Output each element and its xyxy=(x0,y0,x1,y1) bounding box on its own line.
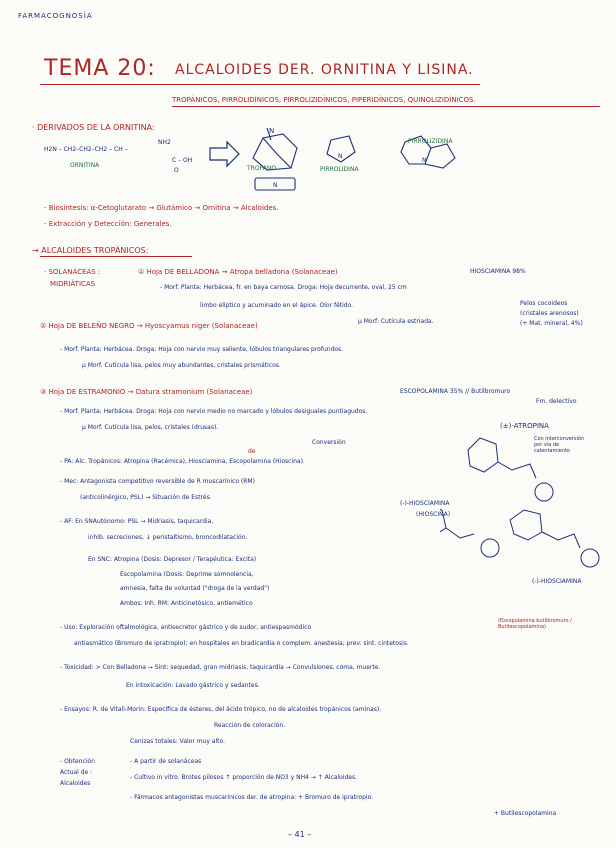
ornitina-heading: · DERIVADOS DE LA ORNITINA: xyxy=(32,123,155,132)
derivation-arrow-icon xyxy=(210,142,239,166)
mec-line-1: - Mec: Antagonista competitivo reversible de R muscarínico (RM) xyxy=(60,478,255,485)
toxicidad-line-1: - Toxicidad: > Con Belladona → Sínt: sequedad, gran midriasis, taquicardia → Convulsiones, coma, muerte. xyxy=(60,664,381,671)
subtitle-underline xyxy=(172,106,600,107)
tropano-structure xyxy=(253,128,297,190)
ornitina-structures xyxy=(205,118,505,198)
belladona-note-3: (+ Mat. mineral, 4%) xyxy=(520,320,583,327)
atropina-label: (±)-ATROPINA xyxy=(500,422,549,430)
mec-line-2: (anticolinérgico, PSL) → Situación de Estrés. xyxy=(80,494,212,501)
arrow-de-label: de xyxy=(248,448,256,455)
extraccion-line: - Extracción y Detección: Generales. xyxy=(44,220,172,228)
ensayos-line-2: Reacción de coloración. xyxy=(214,722,286,729)
solanaceas-label: · SOLANÁCEAS : xyxy=(44,268,101,276)
obtencion-c: - Fármacos antagonistas muscarínicos der. de atropina: + Bromuro de ipratropio. xyxy=(130,794,374,801)
arrow-conversion-label: Conversión xyxy=(312,439,346,446)
toxicidad-line-2: En intoxicación: Lavado gástrico y sedantes. xyxy=(126,682,260,689)
midriaticas-label: MIDRIÁTICAS xyxy=(50,280,96,288)
belladona-line: ① Hoja DE BELLADONA → Atropa belladona (Solanaceae) xyxy=(138,268,338,276)
obtencion-b: - Cultivo in vitro. Brotes pilosos ↑ proporción de NO3 y NH4 → ↑ Alcaloides. xyxy=(130,774,357,781)
estramonio-morf-1: - Morf. Planta: Herbácea. Droga: Hoja con nervio medio no marcado y lóbulos desiguales puntiagudos. xyxy=(60,408,368,415)
ensayos-line-1: - Ensayos: R. de Vitali-Morin: Específica de ésteres, del ácido trópico, no de alcaloides tropánicos (aminas). xyxy=(60,706,382,713)
obtencion-label-3: Alcaloides xyxy=(60,780,91,787)
page-title: ALCALOIDES DER. ORNITINA Y LISINA. xyxy=(175,62,474,78)
af-line-5: amnesia, falta de voluntad ("droga de la verdad") xyxy=(120,585,270,592)
ornitina-label: ORNITINA xyxy=(70,162,100,169)
beleno-morf-1: - Morf. Planta: Herbácea. Droga: Hoja con nervio muy saliente, lóbulos triangulares profundos. xyxy=(60,346,344,353)
af-line-2: inhib. secreciones, ↓ peristaltismo, broncodilatación. xyxy=(88,534,248,541)
subject-header: FARMACOGNOSÍA xyxy=(18,12,93,20)
af-line-3: En SNC: Atropina (Dosis: Depresor / Terapéutica: Excita) xyxy=(88,556,257,563)
right-hiosciamina-label: (-)-HIOSCIAMINA xyxy=(532,578,582,585)
belladona-alkaloid: HIOSCIAMINA 98% xyxy=(470,268,526,275)
tropano-label: TROPANO xyxy=(247,165,277,172)
obtencion-label-1: - Obtención xyxy=(60,758,95,765)
estramonio-alkaloid: ESCOPOLAMINA 35% // Butilbromuro xyxy=(400,388,511,395)
pa-line: - PA: Alc. Tropánicos: Atropina (Racémica), Hiosciamina, Escopolamina (Hioscina). xyxy=(60,458,305,465)
tropanicos-underline xyxy=(40,256,192,257)
tema-number: TEMA 20: xyxy=(44,56,156,81)
ensayos-line-3: Cenizas totales: Valor muy alto. xyxy=(130,738,225,745)
left-hiosciamina-label: (-)-HIOSCIAMINA xyxy=(400,500,450,507)
beleno-morf-2: μ Morf. Cutícula lisa, pelos muy abundantes, cristales prismáticos. xyxy=(82,362,281,369)
belladona-micro: μ Morf: Cutícula estriada. xyxy=(358,318,434,325)
svg-text:N: N xyxy=(269,127,275,135)
ornitina-formula-o: O xyxy=(174,167,179,174)
uso-line-2: antiasmático (Bromuro de ipratropio); en hospitales en bradicardia o complem. anestesia; prev. sint. cintetosis. xyxy=(74,640,409,647)
left-hiosciamina-sub: (HIOSCINA) xyxy=(416,511,451,518)
estramonio-alkaloid-2: Fm. delectivo xyxy=(536,398,577,405)
beleno-line: ② Hoja DE BELEÑO NEGRO → Hyoscyamus niger (Solanaceae) xyxy=(40,322,258,330)
ornitina-formula-nh2: NH2 xyxy=(158,139,171,146)
tropane-structures xyxy=(440,430,610,590)
obtencion-d: + Butilescopolamina xyxy=(494,810,557,817)
atropina-note: Con interconversión por vía de calentamiento xyxy=(534,436,585,454)
af-line-6: Ambos: Inh. RM: Anticinetósico, antiemético xyxy=(120,600,253,607)
estramonio-morf-2: μ Morf. Cutícula lisa, pelos, cristales (drusas). xyxy=(82,424,219,431)
belladona-note-1: Pelos cocoideos xyxy=(520,300,568,307)
title-underline xyxy=(40,84,480,85)
uso-line-1: - Uso: Exploración oftalmológica, antisecretor gástrico y de sudor, antiespasmódico xyxy=(60,624,312,631)
af-line-1: - AF: En SNAutónomo: PSL → Midriasis, taquicardia, xyxy=(60,518,214,525)
obtencion-a: - A partir de solanáceas xyxy=(130,758,202,765)
belladona-note-2: (cristales arenosos) xyxy=(520,310,579,317)
estramonio-line: ③ Hoja DE ESTRAMONIO → Datura stramonium (Solanaceae) xyxy=(40,388,253,396)
uso-note: (Escopolamina butilbromuro / Butilescopolamina) xyxy=(498,618,572,630)
tropanicos-heading: → ALCALOIDES TROPÁNICOS: xyxy=(32,246,149,255)
biosintesis-line: - Biosíntesis: α-Cetoglutarato → Glutámico → Ornitina → Alcaloides. xyxy=(44,204,279,212)
af-line-4: Escopolamina (Dosis: Deprime somnolencia, xyxy=(120,571,254,578)
pirrolidina-label: PIRROLIDINA xyxy=(320,166,359,173)
svg-text:N: N xyxy=(338,153,343,160)
belladona-morf-2: limbo elíptico y acuminado en el ápice. Olor fétido. xyxy=(200,302,354,309)
atropina-ring xyxy=(468,438,498,472)
ornitina-formula-chain: H2N – CH2–CH2–CH2 – CH – xyxy=(44,146,128,153)
svg-text:N: N xyxy=(273,182,278,189)
page-subtitle: TROPÁNICOS, PIRROLIDÍNICOS, PIRROLIZIDÍNICOS, PIPERIDÍNICOS, QUINOLIZIDÍNICOS. xyxy=(172,96,476,104)
ornitina-formula-c: C – OH xyxy=(172,157,193,164)
pirrolizidina-label: PIRROLIZIDINA xyxy=(408,138,453,145)
obtencion-label-2: Actual de : xyxy=(60,769,93,776)
page-number: – 41 – xyxy=(288,830,312,839)
belladona-morf-1: - Morf. Planta: Herbácea, fr. en baya carnosa. Droga: Hoja decurrente, oval, 25 cm xyxy=(160,284,407,291)
svg-text:N: N xyxy=(422,157,427,164)
atropina-phenyl xyxy=(535,483,553,501)
